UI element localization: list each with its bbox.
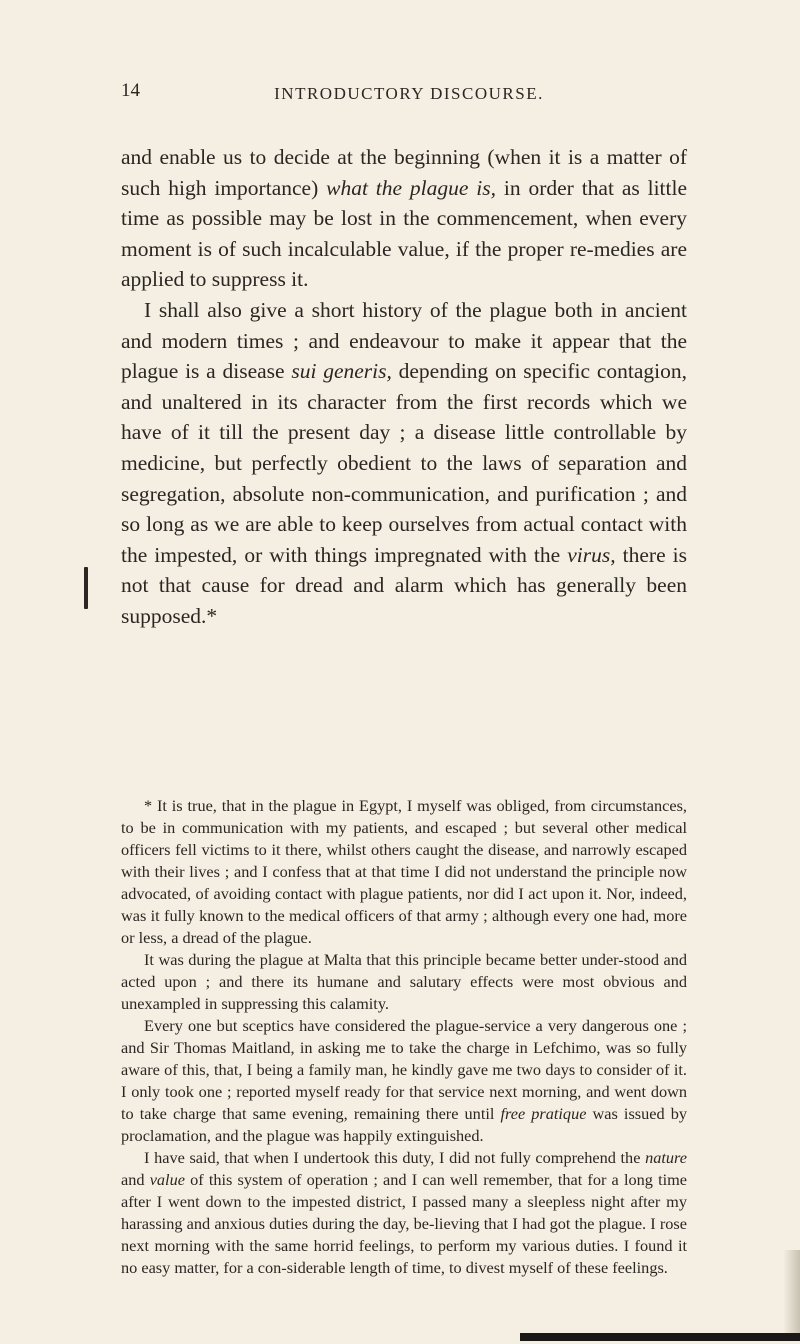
footnote-paragraph [121,1147,687,1279]
footnote-paragraph [121,1015,687,1147]
main-text [121,142,687,632]
bottom-edge-rule [520,1333,800,1341]
italic-run: value [149,1170,185,1189]
italic-run: virus, [567,542,616,567]
paragraph [121,295,687,632]
running-title: INTRODUCTORY DISCOURSE. [274,84,544,103]
footnote-paragraph: * It is true, that in the plague in Egypt, I myself was obliged, from circumstances, to be in communication with my patients, and escaped ; but several other medical officers fell victims to it there, whilst others caught the disease, and narrowly escaped with their lives ; and I confess that at that time I did not understand the principle now advocated, of avoiding contact with plague patients, nor did I act upon it. Nor, indeed, was it fully known to the medical officers of that army ; although every one had, more or less, a dread of the plague. [121,796,687,947]
italic-run: what the plague is, [326,175,497,200]
italic-run: free pratique [500,1104,587,1123]
text-run: and enable us to decide at the beginning (when it is a matter of such high importance) [121,145,687,200]
text-run: I shall also give a short history of the plague both in ancient and modern times ; and endeavour to make it appear that the plague is a disease [121,297,687,384]
italic-run: sui generis, [291,359,392,384]
italic-run: nature [645,1148,687,1167]
text-run: I have said, that when I undertook this duty, I did not fully comprehend the [144,1148,646,1167]
text-run: Every one but sceptics have considered the plague-service a very dangerous one ; and Sir Thomas Maitland, in asking me to take the charge in Lefchimo, was so fully aware of this, that, I being a family man, he kindly gave me two days to consider of it. I only took one ; reported myself ready for that service next morning, and went down to take charge that same evening, remaining there until [121,1016,687,1123]
page-number: 14 [121,80,140,101]
text-run: was issued by proclamation, and the plague was happily extinguished. [121,1104,688,1145]
page-edge-shadow [783,1250,800,1340]
footnote [121,795,687,1279]
text-run: of this system of operation ; and I can well remember, that for a long time after I went down to the impested district, I passed many a sleepless night after my harassing and anxious duties during the day, be-lieving that I had got the plague. I rose next morning with the same horrid feelings, to perform my various duties. I found it no easy matter, for a con-siderable length of time, to divest myself of these feelings. [121,1170,688,1277]
paragraph [121,142,687,295]
margin-bracket-mark [84,567,88,609]
footnote-paragraph: It was during the plague at Malta that this principle became better under-stood and acted upon ; and there its humane and salutary effects were most obvious and unexampled in suppressing this calamity. [121,950,687,1013]
text-run: and [121,1170,150,1189]
text-run: in order that as little time as possible may be lost in the commencement, when every moment is of such incalculable value, if the proper re-medies are applied to suppress it. [121,175,688,292]
text-run: there is not that cause for dread and alarm which has generally been supposed.* [121,542,687,628]
text-run: depending on specific contagion, and unaltered in its character from the first records which we have of it till the present day ; a disease little controllable by medicine, but perfectly obedient to the laws of separation and segregation, absolute non-communication, and purification ; and so long as we are able to keep ourselves from actual contact with the impested, or with things impregnated with the [121,359,687,567]
